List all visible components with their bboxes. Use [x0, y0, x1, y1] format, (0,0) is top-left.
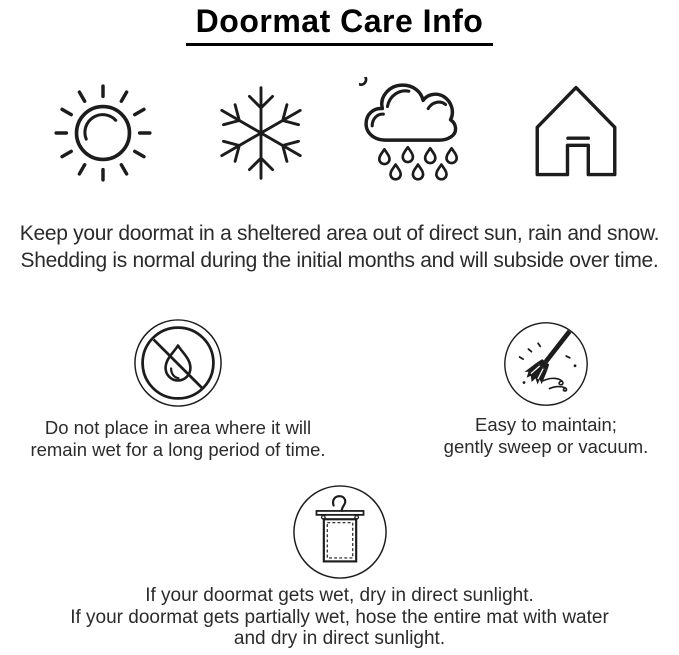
care-no-water-line-2: remain wet for a long period of time.: [30, 439, 326, 460]
care-text-sweep: [396, 414, 679, 458]
drying-text: [0, 585, 679, 650]
rain-cloud-icon: [359, 77, 477, 189]
intro-text: [0, 220, 679, 274]
weather-item-house: [497, 66, 655, 200]
care-sweep-line-2: gently sweep or vacuum.: [443, 436, 649, 457]
no-water-icon: [132, 317, 224, 409]
drying-line-1: If your doormat gets wet, dry in direct sunlight.: [145, 585, 534, 606]
weather-item-sun: [24, 66, 182, 200]
intro-line-1: Keep your doormat in a sheltered area out of direct sun, rain and snow.: [19, 222, 660, 245]
weather-icons-row: [0, 66, 679, 200]
drying-instructions: [0, 483, 679, 650]
care-sweep-line-1: Easy to maintain;: [475, 414, 617, 435]
intro-line-2: Shedding is normal during the initial months and will subside over time.: [20, 249, 659, 272]
drying-line-3: and dry in direct sunlight.: [233, 628, 446, 649]
page-title: Doormat Care Info: [186, 0, 494, 46]
snowflake-icon: [208, 77, 314, 189]
drying-line-2: If your doormat gets partially wet, hose the entire mat with water: [70, 606, 609, 628]
hanging-mat-icon: [291, 483, 389, 581]
sun-icon: [47, 77, 159, 189]
house-icon: [524, 81, 628, 185]
weather-item-snowflake: [182, 66, 340, 200]
weather-item-rain: [340, 66, 498, 200]
broom-icon: [502, 320, 590, 408]
care-text-no-water: [0, 417, 356, 461]
header: [0, 0, 679, 46]
care-no-water-line-1: Do not place in area where it will: [44, 417, 312, 438]
care-item-no-water: [0, 317, 356, 461]
care-item-sweep: [396, 320, 679, 458]
